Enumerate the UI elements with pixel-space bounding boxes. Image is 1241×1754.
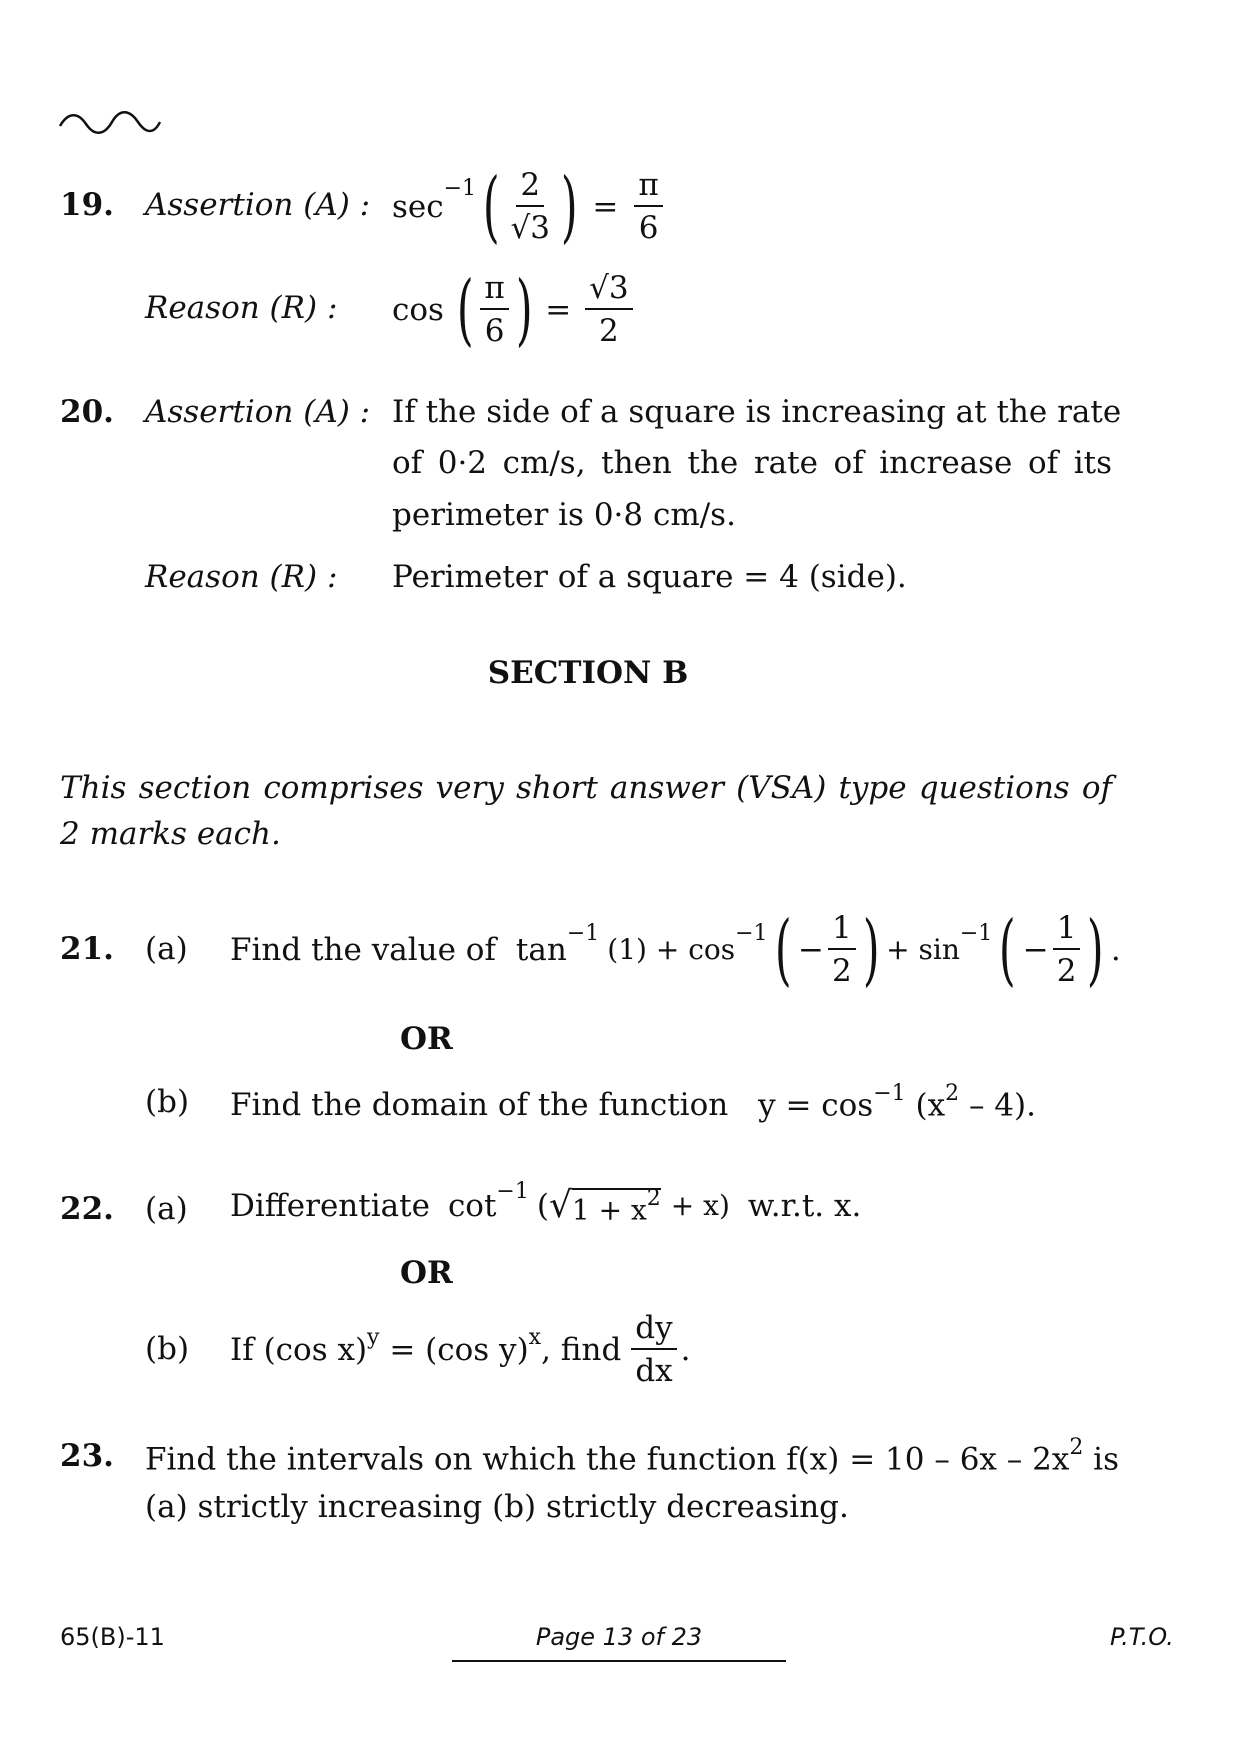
- q21-a-fraction-1-num: 1: [828, 913, 856, 950]
- q21-b-expr-1: y = cos: [758, 1087, 874, 1124]
- q21-a-fraction-2-den: 2: [1056, 953, 1077, 989]
- q21-a-fraction-2-num: 1: [1053, 913, 1081, 950]
- q19-reason-label: Reason (R) :: [145, 290, 338, 326]
- q19-reason-left-paren: (: [456, 265, 474, 355]
- q20-assertion-line-3: perimeter is 0·8 cm/s.: [392, 497, 736, 533]
- q19-reason-numerator: π: [480, 273, 508, 310]
- q22-a-inside: 1 + x: [571, 1193, 647, 1227]
- q22-a-cot-sup: −1: [496, 1179, 529, 1204]
- q19-reason-rhs-denominator: 2: [599, 313, 619, 349]
- q21-a-cos-sup: −1: [735, 921, 768, 946]
- footer-code: 65(B)-11: [60, 1623, 165, 1651]
- q22-b-text-2: = (cos y): [379, 1331, 529, 1368]
- q21-b-label: (b): [145, 1084, 190, 1120]
- q22-a-text: Differentiate: [230, 1187, 430, 1224]
- q22-b-derivative-num: dy: [631, 1313, 676, 1350]
- q19-cos: cos: [392, 291, 444, 328]
- q21-a-minus-1: −: [797, 931, 824, 968]
- q22-b-derivative: [631, 1310, 676, 1389]
- q19-reason-expression: [392, 265, 633, 355]
- q21-a-period: .: [1110, 931, 1121, 968]
- q22-a-square: 2: [646, 1185, 661, 1211]
- q23-line-1-end: is: [1083, 1441, 1119, 1478]
- q23-line-2: (a) strictly increasing (b) strictly decreasing.: [145, 1489, 849, 1525]
- q19-sec-superscript: −1: [443, 176, 477, 201]
- q22-a-open-paren: (: [536, 1187, 549, 1224]
- q21-b-sup: −1: [873, 1081, 906, 1106]
- section-b-intro-line-2: 2 marks each.: [60, 816, 281, 852]
- q21-a-sin-sup: −1: [959, 921, 993, 946]
- q21-a-fraction-2: [1053, 910, 1081, 989]
- question-20-number: 20.: [60, 394, 114, 430]
- q22-a-root-icon: √: [548, 1185, 572, 1226]
- wavy-mark-icon: [58, 110, 162, 140]
- q22-b-sup-y: y: [367, 1325, 380, 1350]
- footer-page-number: Page 13 of 23: [535, 1623, 703, 1651]
- q19-left-paren: (: [482, 162, 500, 252]
- q22-a-root-content: [571, 1185, 661, 1227]
- q21-a-tan: tan: [515, 931, 567, 968]
- q19-reason-rhs-fraction: [585, 270, 632, 349]
- question-23-number: 23.: [60, 1438, 114, 1474]
- section-b-title: SECTION B: [487, 655, 689, 691]
- q21-a-minus-2: −: [1022, 931, 1049, 968]
- q22-b-expression: [230, 1305, 691, 1395]
- q21-a-paren-1-close: ): [862, 905, 880, 995]
- q19-sec: sec: [392, 188, 444, 225]
- question-21-number: 21.: [60, 931, 114, 967]
- q20-reason-text: Perimeter of a square = 4 (side).: [392, 559, 907, 595]
- q23-line-1: [145, 1435, 1119, 1478]
- q19-fraction-denominator: √3: [510, 210, 550, 246]
- q19-reason-fraction: [480, 270, 508, 349]
- q22-a-expression: [230, 1176, 861, 1236]
- q21-b-expr-3: – 4).: [959, 1087, 1036, 1124]
- q19-reason-right-paren: ): [515, 265, 533, 355]
- q19-fraction-numerator: 2: [516, 170, 544, 207]
- q19-rhs-fraction: [634, 167, 662, 246]
- q19-reason-rhs-numerator: √3: [585, 273, 632, 310]
- q23-square: 2: [1069, 1435, 1084, 1460]
- q22-a-rest: + x): [670, 1189, 730, 1222]
- q21-or: OR: [400, 1021, 453, 1057]
- q22-b-sup-x: x: [528, 1325, 542, 1350]
- q21-a-text: Find the value of: [230, 931, 496, 968]
- q20-assertion-label: Assertion (A) :: [145, 394, 371, 430]
- q21-a-fraction-1-den: 2: [831, 953, 852, 989]
- q19-rhs-denominator: 6: [638, 210, 659, 246]
- q21-a-paren-2-close: ): [1087, 905, 1105, 995]
- q19-fraction: [507, 167, 554, 246]
- question-19-number: 19.: [60, 187, 114, 223]
- footer-pto: P.T.O.: [1110, 1623, 1174, 1651]
- q21-b-expr-2: (x: [905, 1087, 946, 1124]
- q21-a-paren-1-open: (: [774, 905, 792, 995]
- q22-b-derivative-den: dx: [635, 1353, 673, 1389]
- q21-b-square: 2: [945, 1081, 960, 1106]
- q21-a-label: (a): [145, 931, 188, 967]
- q21-b-text: Find the domain of the function: [230, 1087, 729, 1124]
- q23-line-1-text: Find the intervals on which the function f(x) = 10 – 6x – 2x: [145, 1441, 1070, 1478]
- q21-a-plus-sin: + sin: [886, 933, 960, 966]
- q19-right-paren: ): [560, 162, 578, 252]
- q22-b-period: .: [680, 1331, 691, 1368]
- q21-a-arg1: (1) + cos: [607, 933, 736, 966]
- footer-divider: [452, 1660, 786, 1662]
- q19-reason-equals: =: [545, 291, 572, 328]
- q21-b-expression: [230, 1081, 1036, 1124]
- q22-b-text-3: , find: [541, 1331, 622, 1368]
- q22-a-cot: cot: [447, 1187, 497, 1224]
- q22-a-wrt: w.r.t. x.: [747, 1187, 862, 1224]
- q21-a-tan-sup: −1: [566, 921, 600, 946]
- q19-equals: =: [592, 188, 619, 225]
- q19-assertion-label: Assertion (A) :: [145, 187, 371, 223]
- q19-rhs-numerator: π: [634, 170, 662, 207]
- q19-reason-denominator: 6: [484, 313, 505, 349]
- q21-a-fraction-1: [828, 910, 856, 989]
- section-b-intro-line-1: This section comprises very short answer (VSA) type questions of: [60, 770, 1112, 806]
- q20-assertion-line-2: of 0·2 cm/s, then the rate of increase of its: [392, 445, 1112, 481]
- q21-a-expression: [230, 905, 1121, 995]
- q21-a-paren-2-open: (: [999, 905, 1016, 995]
- q20-assertion-line-1: If the side of a square is increasing at the rate: [392, 394, 1122, 430]
- q19-assertion-expression: [392, 162, 663, 252]
- q20-reason-label: Reason (R) :: [145, 559, 338, 595]
- q22-b-text-1: If (cos x): [230, 1331, 368, 1368]
- q22-b-label: (b): [145, 1331, 190, 1367]
- q22-or: OR: [400, 1255, 453, 1291]
- q22-a-label: (a): [145, 1191, 188, 1227]
- question-22-number: 22.: [60, 1191, 114, 1227]
